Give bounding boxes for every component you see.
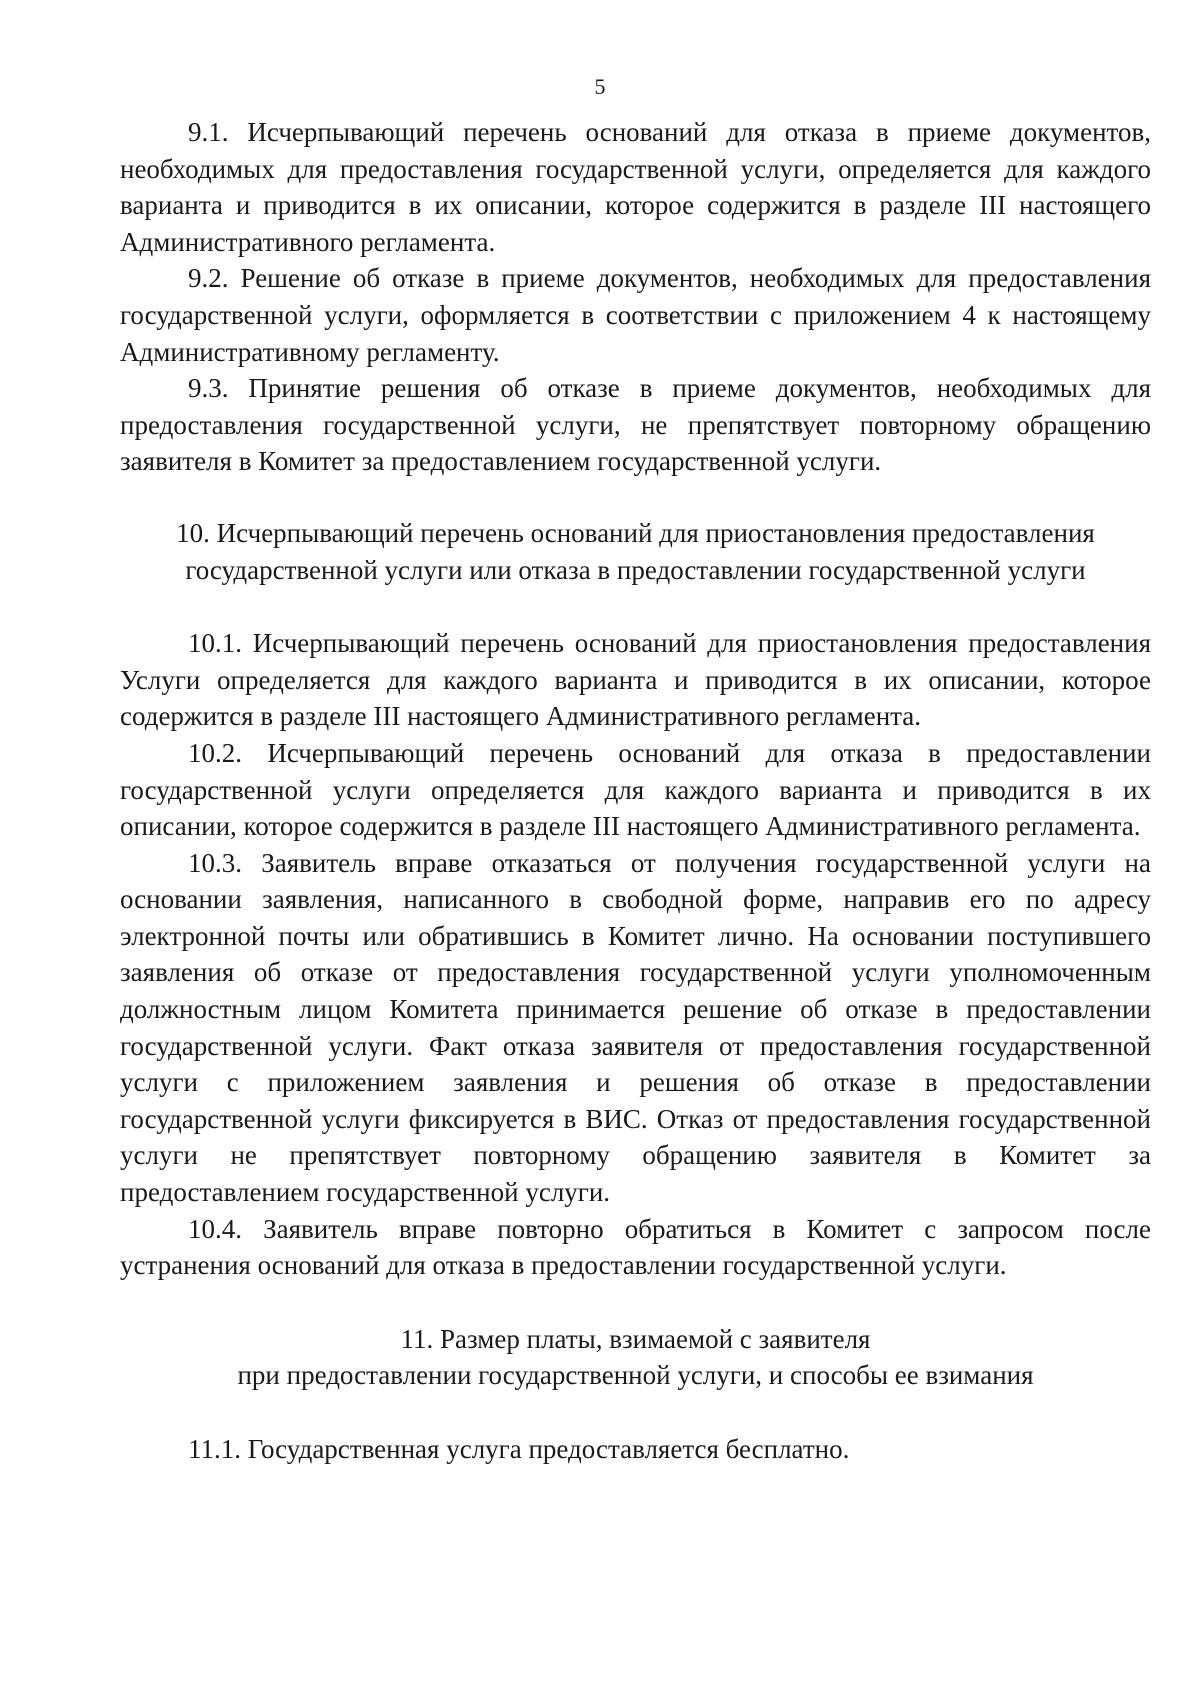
paragraph-10-3: 10.3. Заявитель вправе отказаться от получения государственной услуги на основании заявления, написанного в свободной форме, направив его по адресу электронной почты или обратившись в Комитет лично. На основании поступившего заявления об отказе от предоставления государственной услуги уполномоченным должностным лицом Комитета принимается решение об отказе в предоставлении государственной услуги. Факт отказа заявителя от предоставления государственной услуги с приложением заявления и решения об отказе в предоставлении государственной услуги фиксируется в ВИС. Отказ от предоставления государственной услуги не препятствует повторному обращению заявителя в Комитет за предоставлением государственной услуги. [120,847,1151,1208]
paragraph-10-1: 10.1. Исчерпывающий перечень оснований для приостановления предоставления Услуги определяется для каждого варианта и приводится в их описании, которое содержится в разделе III настоящего Административного регламента. [120,628,1151,732]
paragraph-10-4: 10.4. Заявитель вправе повторно обратиться в Комитет с запросом после устранения оснований для отказа в предоставлении государственной услуги. [120,1213,1151,1281]
section-11-heading [120,1321,1151,1394]
document-body [120,114,1151,1468]
section-10-body [120,625,1151,1284]
paragraph-9-1: 9.1. Исчерпывающий перечень оснований для отказа в приеме документов, необходимых для предоставления государственной услуги, определяется для каждого варианта и приводится в их описании, которое содержится в разделе III настоящего Административного регламента. [120,117,1151,257]
paragraph-10-2: 10.2. Исчерпывающий перечень оснований для отказа в предоставлении государственной услуги определяется для каждого варианта и приводится в их описании, которое содержится в разделе III настоящего Административного регламента. [120,737,1151,842]
paragraph-9-2: 9.2. Решение об отказе в приеме документов, необходимых для предоставления государственной услуги, оформляется в соответствии с приложением 4 к настоящему Административному регламенту. [120,263,1151,367]
section-11-heading-line-2: при предоставлении государственной услуги, и способы ее взимания [237,1360,1034,1391]
paragraph-9-3: 9.3. Принятие решения об отказе в приеме документов, необходимых для предоставления государственной услуги, не препятствует повторному обращению заявителя в Комитет за предоставлением государственной услуги. [120,373,1151,477]
page-number: 5 [594,74,606,99]
paragraph-11-1: 11.1. Государственная услуга предоставляется бесплатно. [188,1434,850,1464]
section-10-heading: 10. Исчерпывающий перечень оснований для приостановления предоставления государственной услуги или отказа в предоставлении государственной услуги [176,517,1095,585]
section-11-body [120,1431,1151,1468]
section-11-heading-line-1: 11. Размер платы, взимаемой с заявителя [400,1323,871,1354]
